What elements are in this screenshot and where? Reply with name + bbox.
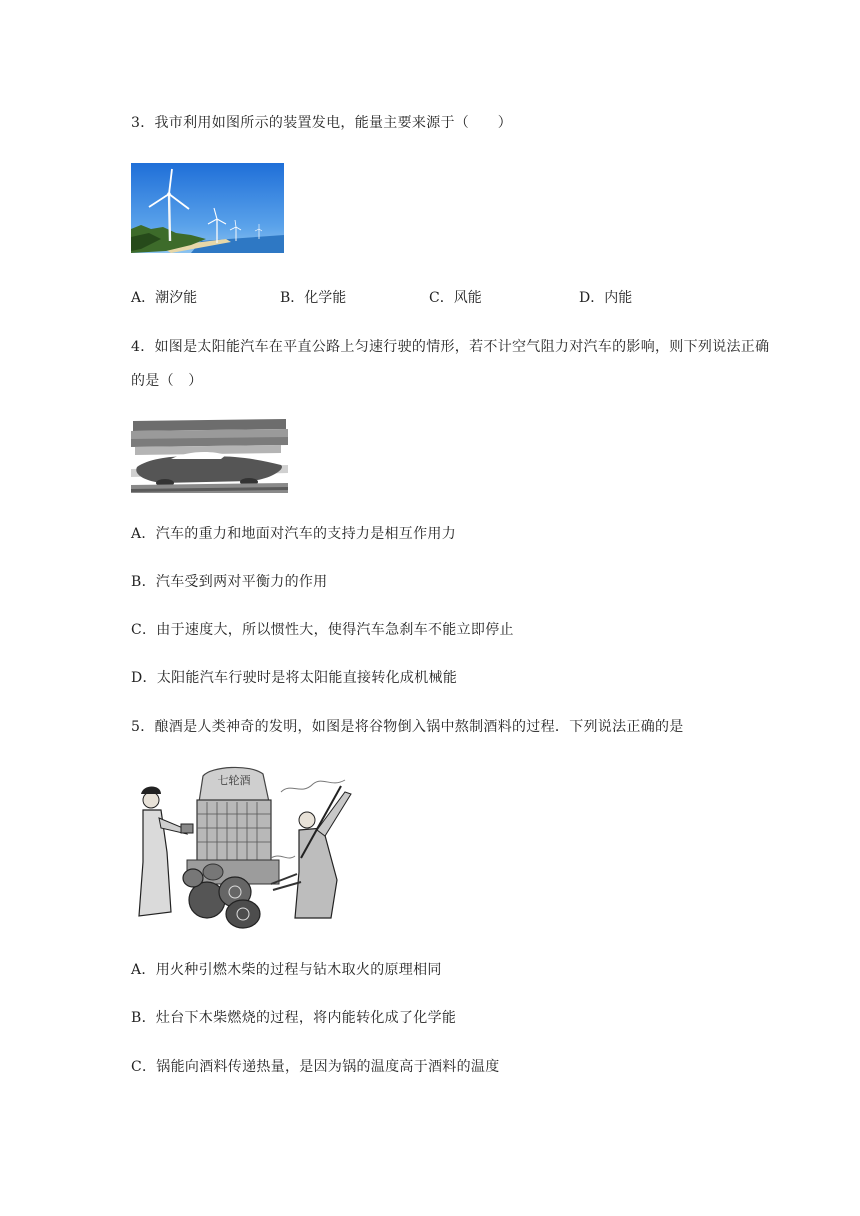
q4-stem-line2: 的是（ ） xyxy=(131,373,203,389)
sign-text: 七轮酒 xyxy=(217,774,251,787)
q5-option-c: C．锅能向酒料传递热量，是因为锅的温度高于酒料的温度 xyxy=(131,1059,500,1075)
wind-turbine-image xyxy=(131,163,284,253)
solar-car-image xyxy=(131,417,288,493)
q4-option-c: C．由于速度大，所以惯性大，使得汽车急刹车不能立即停止 xyxy=(131,622,514,638)
q3-option-a: A．潮汐能 xyxy=(131,290,198,306)
q3-option-d: D．内能 xyxy=(579,290,633,306)
q3-option-c: C．风能 xyxy=(429,290,482,306)
q3-options xyxy=(131,287,731,307)
q4-option-d: D．太阳能汽车行驶时是将太阳能直接转化成机械能 xyxy=(131,670,458,686)
q3-option-b: B．化学能 xyxy=(280,290,347,306)
q5-stem: 5．酿酒是人类神奇的发明，如图是将谷物倒入锅中熬制酒料的过程．下列说法正确的是 xyxy=(131,719,684,735)
q5-option-b: B．灶台下木柴燃烧的过程，将内能转化成了化学能 xyxy=(131,1010,457,1026)
q4-option-a: A．汽车的重力和地面对汽车的支持力是相互作用力 xyxy=(131,526,457,542)
q4-option-b: B．汽车受到两对平衡力的作用 xyxy=(131,574,328,590)
q3-stem: 3．我市利用如图所示的装置发电，能量主要来源于（ ） xyxy=(131,115,513,131)
q4-stem-line1: 4．如图是太阳能汽车在平直公路上匀速行驶的情形，若不计空气阻力对汽车的影响，则下列说法正确 xyxy=(131,339,770,355)
q5-option-a: A．用火种引燃木柴的过程与钻木取火的原理相同 xyxy=(131,962,442,978)
wine-making-image xyxy=(131,762,361,930)
